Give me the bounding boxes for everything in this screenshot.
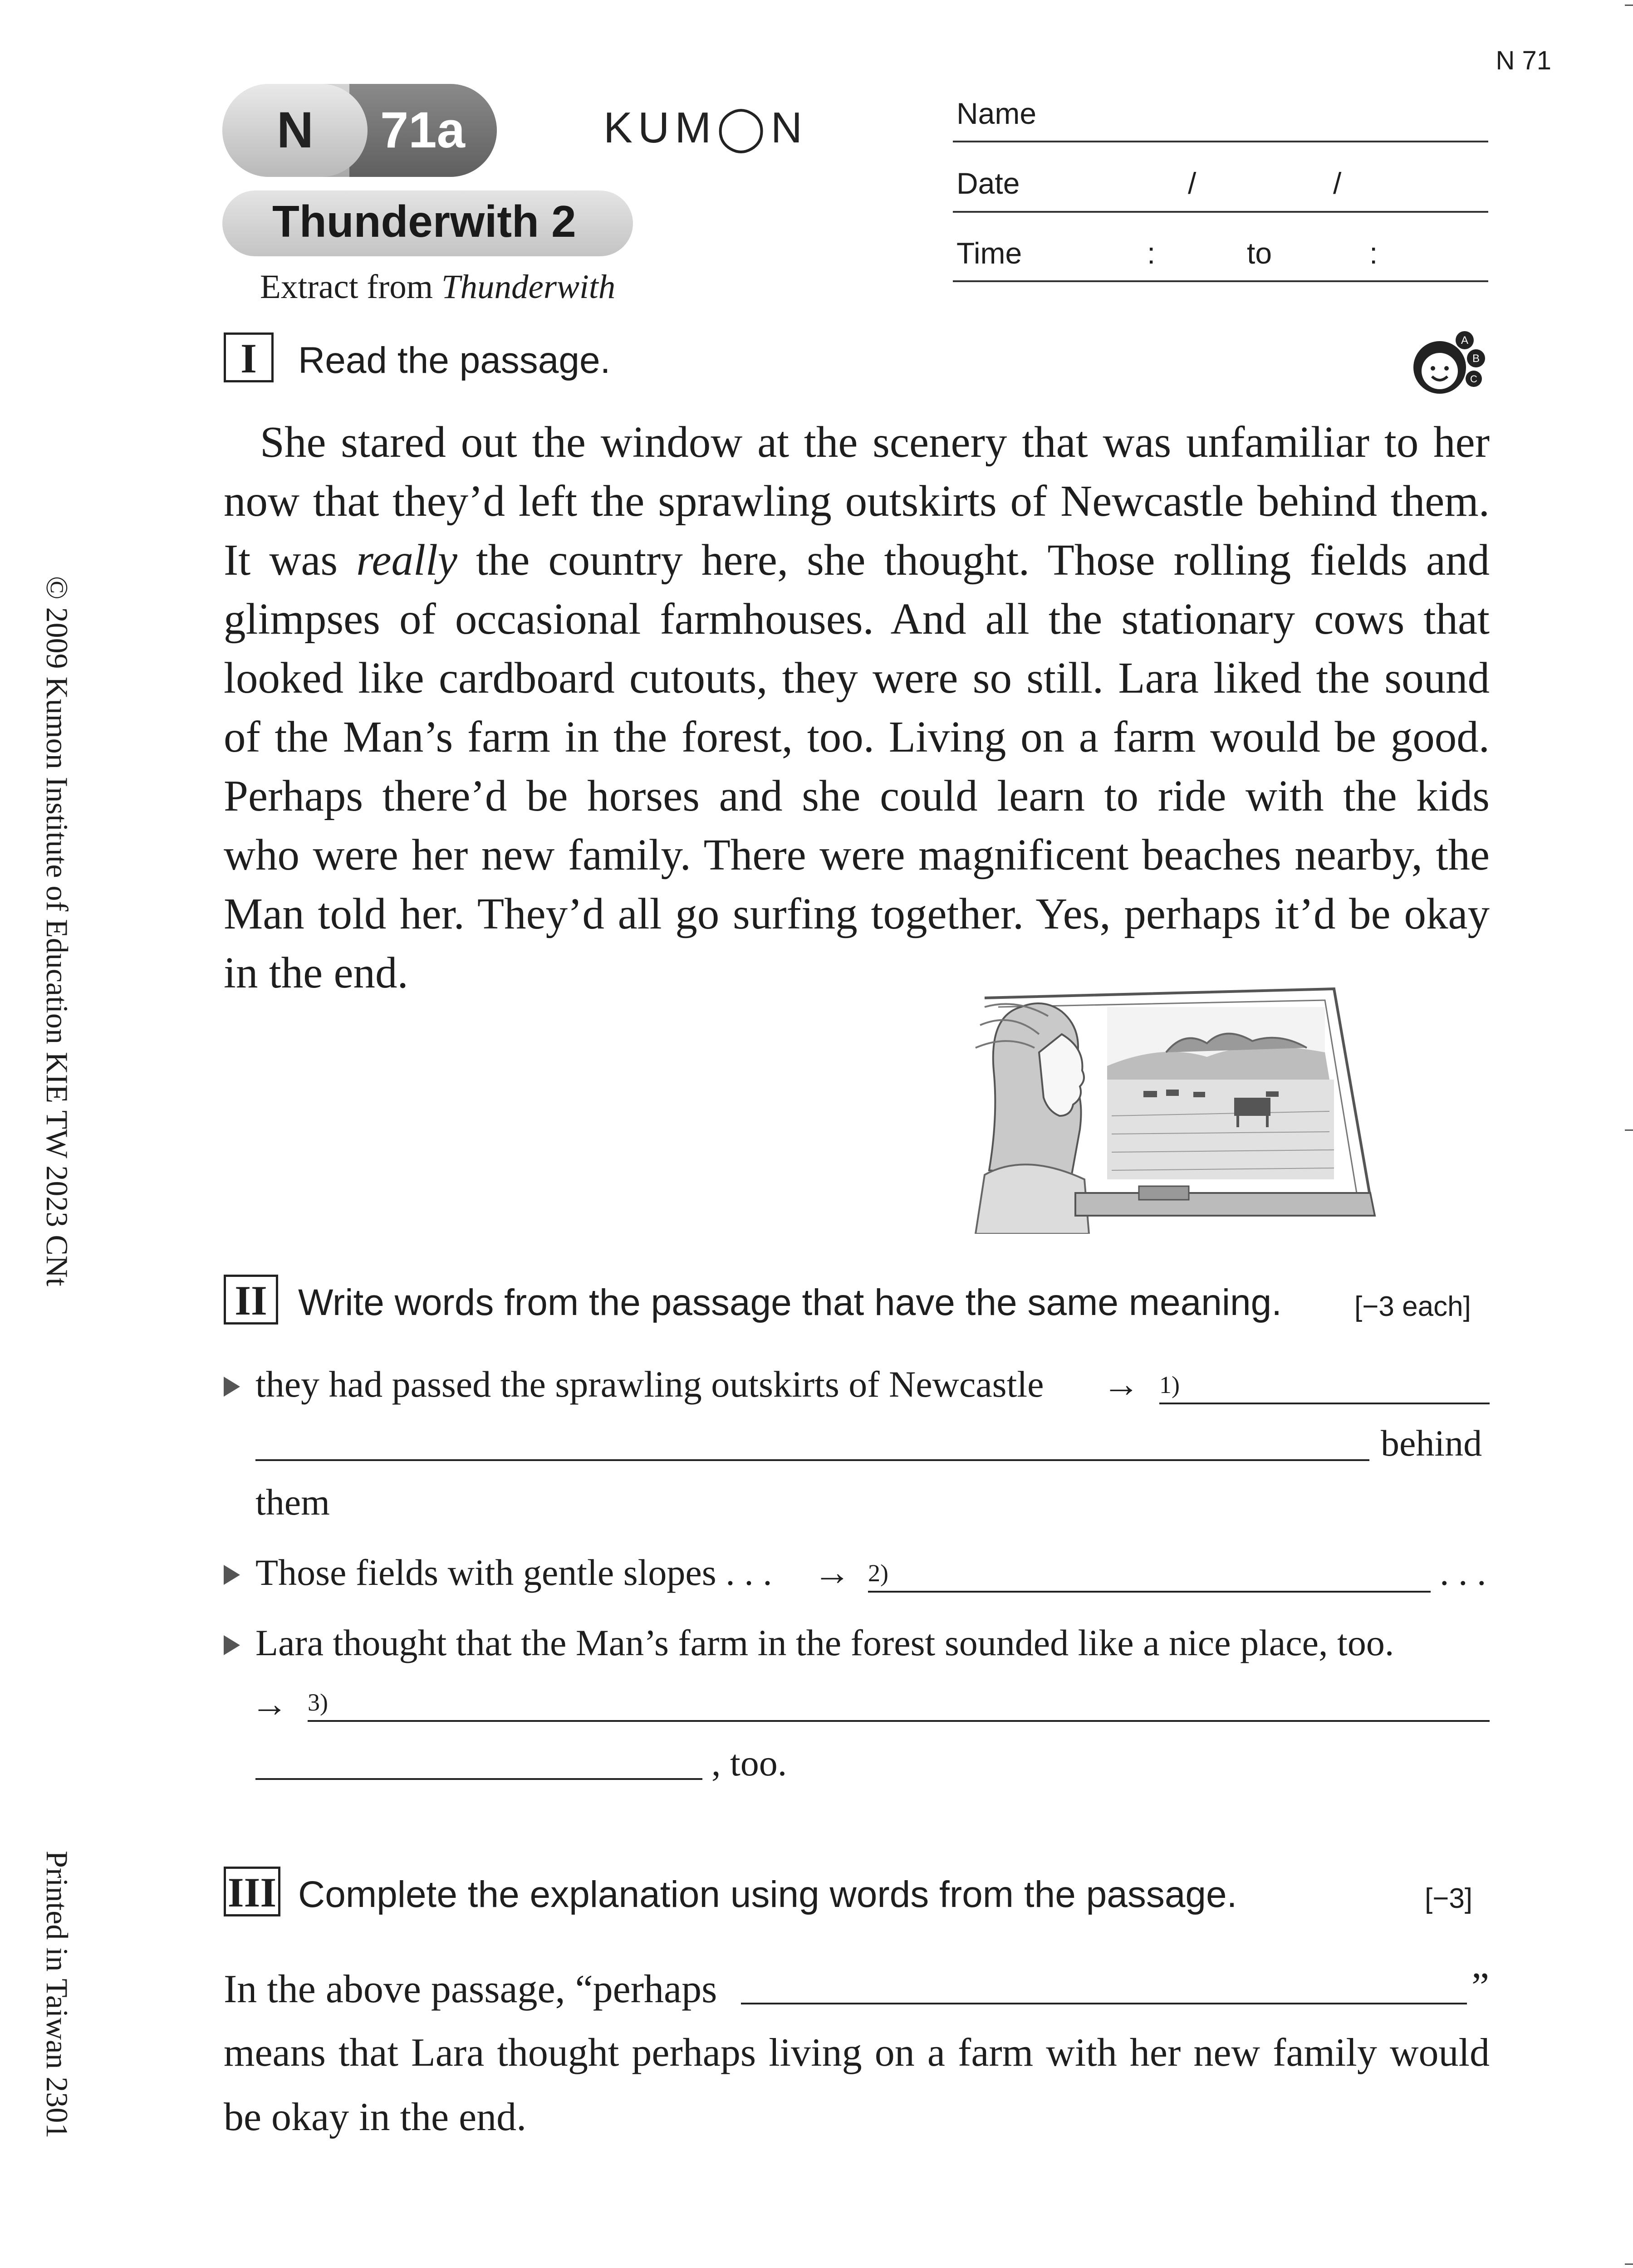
question-number: 1) bbox=[1159, 1371, 1180, 1398]
section-numeral: I bbox=[224, 332, 274, 382]
answer-1-blank-cont[interactable] bbox=[255, 1459, 1369, 1461]
date-label: Date bbox=[956, 166, 1020, 200]
bullet-triangle-icon bbox=[224, 1635, 240, 1655]
date-separator: / bbox=[1188, 166, 1197, 200]
explanation-line3: be okay in the end. bbox=[224, 2095, 527, 2139]
copyright-text: © 2009 Kumon Institute of Education KIE TW 2023 CNt bbox=[40, 576, 74, 1286]
question-number: 2) bbox=[868, 1559, 888, 1587]
answer-3-blank[interactable] bbox=[308, 1720, 1490, 1722]
page-code: N 71 bbox=[1496, 46, 1551, 75]
arrow-icon: → bbox=[1103, 1364, 1140, 1405]
explanation-line2: means that Lara thought perhaps living on a farm with her new family would bbox=[224, 2031, 1490, 2075]
passage-line: Man told her. They’d all go surfing together. Yes, perhaps it’d be okay bbox=[224, 890, 1490, 938]
answer-4-blank[interactable] bbox=[741, 2003, 1467, 2004]
score-label: [−3 each] bbox=[1354, 1291, 1471, 1322]
explanation-line1: In the above passage, “perhaps bbox=[224, 1967, 717, 2011]
bullet-triangle-icon bbox=[224, 1377, 240, 1397]
name-label: Name bbox=[956, 97, 1037, 130]
passage-line: of the Man’s farm in the forest, too. Living on a farm would be good. bbox=[224, 713, 1490, 761]
passage-line: She stared out the window at the scenery that was unfamiliar to her bbox=[260, 418, 1490, 466]
svg-text:B: B bbox=[1472, 352, 1480, 365]
girl-in-car-window-illustration bbox=[971, 980, 1379, 1234]
question-number: 3) bbox=[308, 1689, 328, 1716]
name-field[interactable] bbox=[953, 141, 1488, 142]
date-separator: / bbox=[1333, 166, 1342, 200]
level-number: 71a bbox=[380, 102, 465, 158]
printed-in-text: Printed in Taiwan 2301 bbox=[40, 1851, 74, 2139]
arrow-icon: → bbox=[814, 1552, 851, 1593]
item3-after: , too. bbox=[711, 1742, 787, 1784]
arrow-icon: → bbox=[251, 1683, 288, 1725]
crop-mark bbox=[1625, 5, 1633, 6]
section1-instruction: Read the passage. bbox=[298, 340, 611, 381]
extract-source: Extract from Thunderwith bbox=[260, 268, 616, 306]
passage-line: in the end. bbox=[224, 948, 408, 997]
kumon-logo: KUM◯N bbox=[603, 103, 808, 152]
passage-line: Perhaps there’d be horses and she could learn to ride with the kids bbox=[224, 772, 1490, 820]
date-field[interactable] bbox=[953, 211, 1488, 213]
level-letter: N bbox=[277, 102, 314, 158]
score-label: [−3] bbox=[1425, 1883, 1473, 1914]
svg-text:A: A bbox=[1461, 334, 1469, 347]
item1-prompt: they had passed the sprawling outskirts of Newcastle bbox=[255, 1364, 1044, 1405]
passage-line: It was really the country here, she thought. Those rolling fields and bbox=[224, 536, 1490, 584]
item1-cont: them bbox=[255, 1481, 330, 1523]
answer-3-blank-cont[interactable] bbox=[255, 1778, 702, 1780]
crop-mark bbox=[1625, 1129, 1633, 1131]
time-colon: : bbox=[1147, 236, 1156, 270]
time-colon: : bbox=[1369, 236, 1378, 270]
passage-line: now that they’d left the sprawling outskirts of Newcastle behind them. bbox=[224, 477, 1490, 525]
item2-prompt: Those fields with gentle slopes . . . bbox=[255, 1552, 772, 1593]
item2-after: . . . bbox=[1440, 1552, 1486, 1593]
reading-child-icon bbox=[1410, 331, 1492, 399]
section-numeral: III bbox=[224, 1867, 280, 1916]
section3-instruction: Complete the explanation using words from the passage. bbox=[298, 1874, 1237, 1915]
closing-quote: ” bbox=[1471, 1965, 1490, 2009]
answer-1-blank[interactable] bbox=[1159, 1403, 1490, 1404]
answer-2-blank[interactable] bbox=[868, 1591, 1431, 1593]
item3-prompt: Lara thought that the Man’s farm in the forest sounded like a nice place, too. bbox=[255, 1622, 1394, 1663]
reading-passage bbox=[224, 413, 1490, 1002]
passage-line: glimpses of occasional farmhouses. And all the stationary cows that bbox=[224, 595, 1490, 643]
item1-after: behind bbox=[1381, 1422, 1482, 1464]
time-to: to bbox=[1247, 236, 1272, 270]
passage-line: looked like cardboard cutouts, they were so still. Lara liked the sound bbox=[224, 654, 1490, 702]
time-label: Time bbox=[956, 236, 1022, 270]
bullet-triangle-icon bbox=[224, 1565, 240, 1585]
worksheet-title: Thunderwith 2 bbox=[272, 196, 576, 246]
passage-line: who were her new family. There were magnificent beaches nearby, the bbox=[224, 831, 1490, 879]
svg-text:C: C bbox=[1470, 373, 1477, 385]
time-field[interactable] bbox=[953, 280, 1488, 282]
section2-instruction: Write words from the passage that have the same meaning. bbox=[298, 1282, 1282, 1323]
crop-mark bbox=[1625, 2263, 1633, 2265]
section-numeral: II bbox=[224, 1275, 278, 1325]
